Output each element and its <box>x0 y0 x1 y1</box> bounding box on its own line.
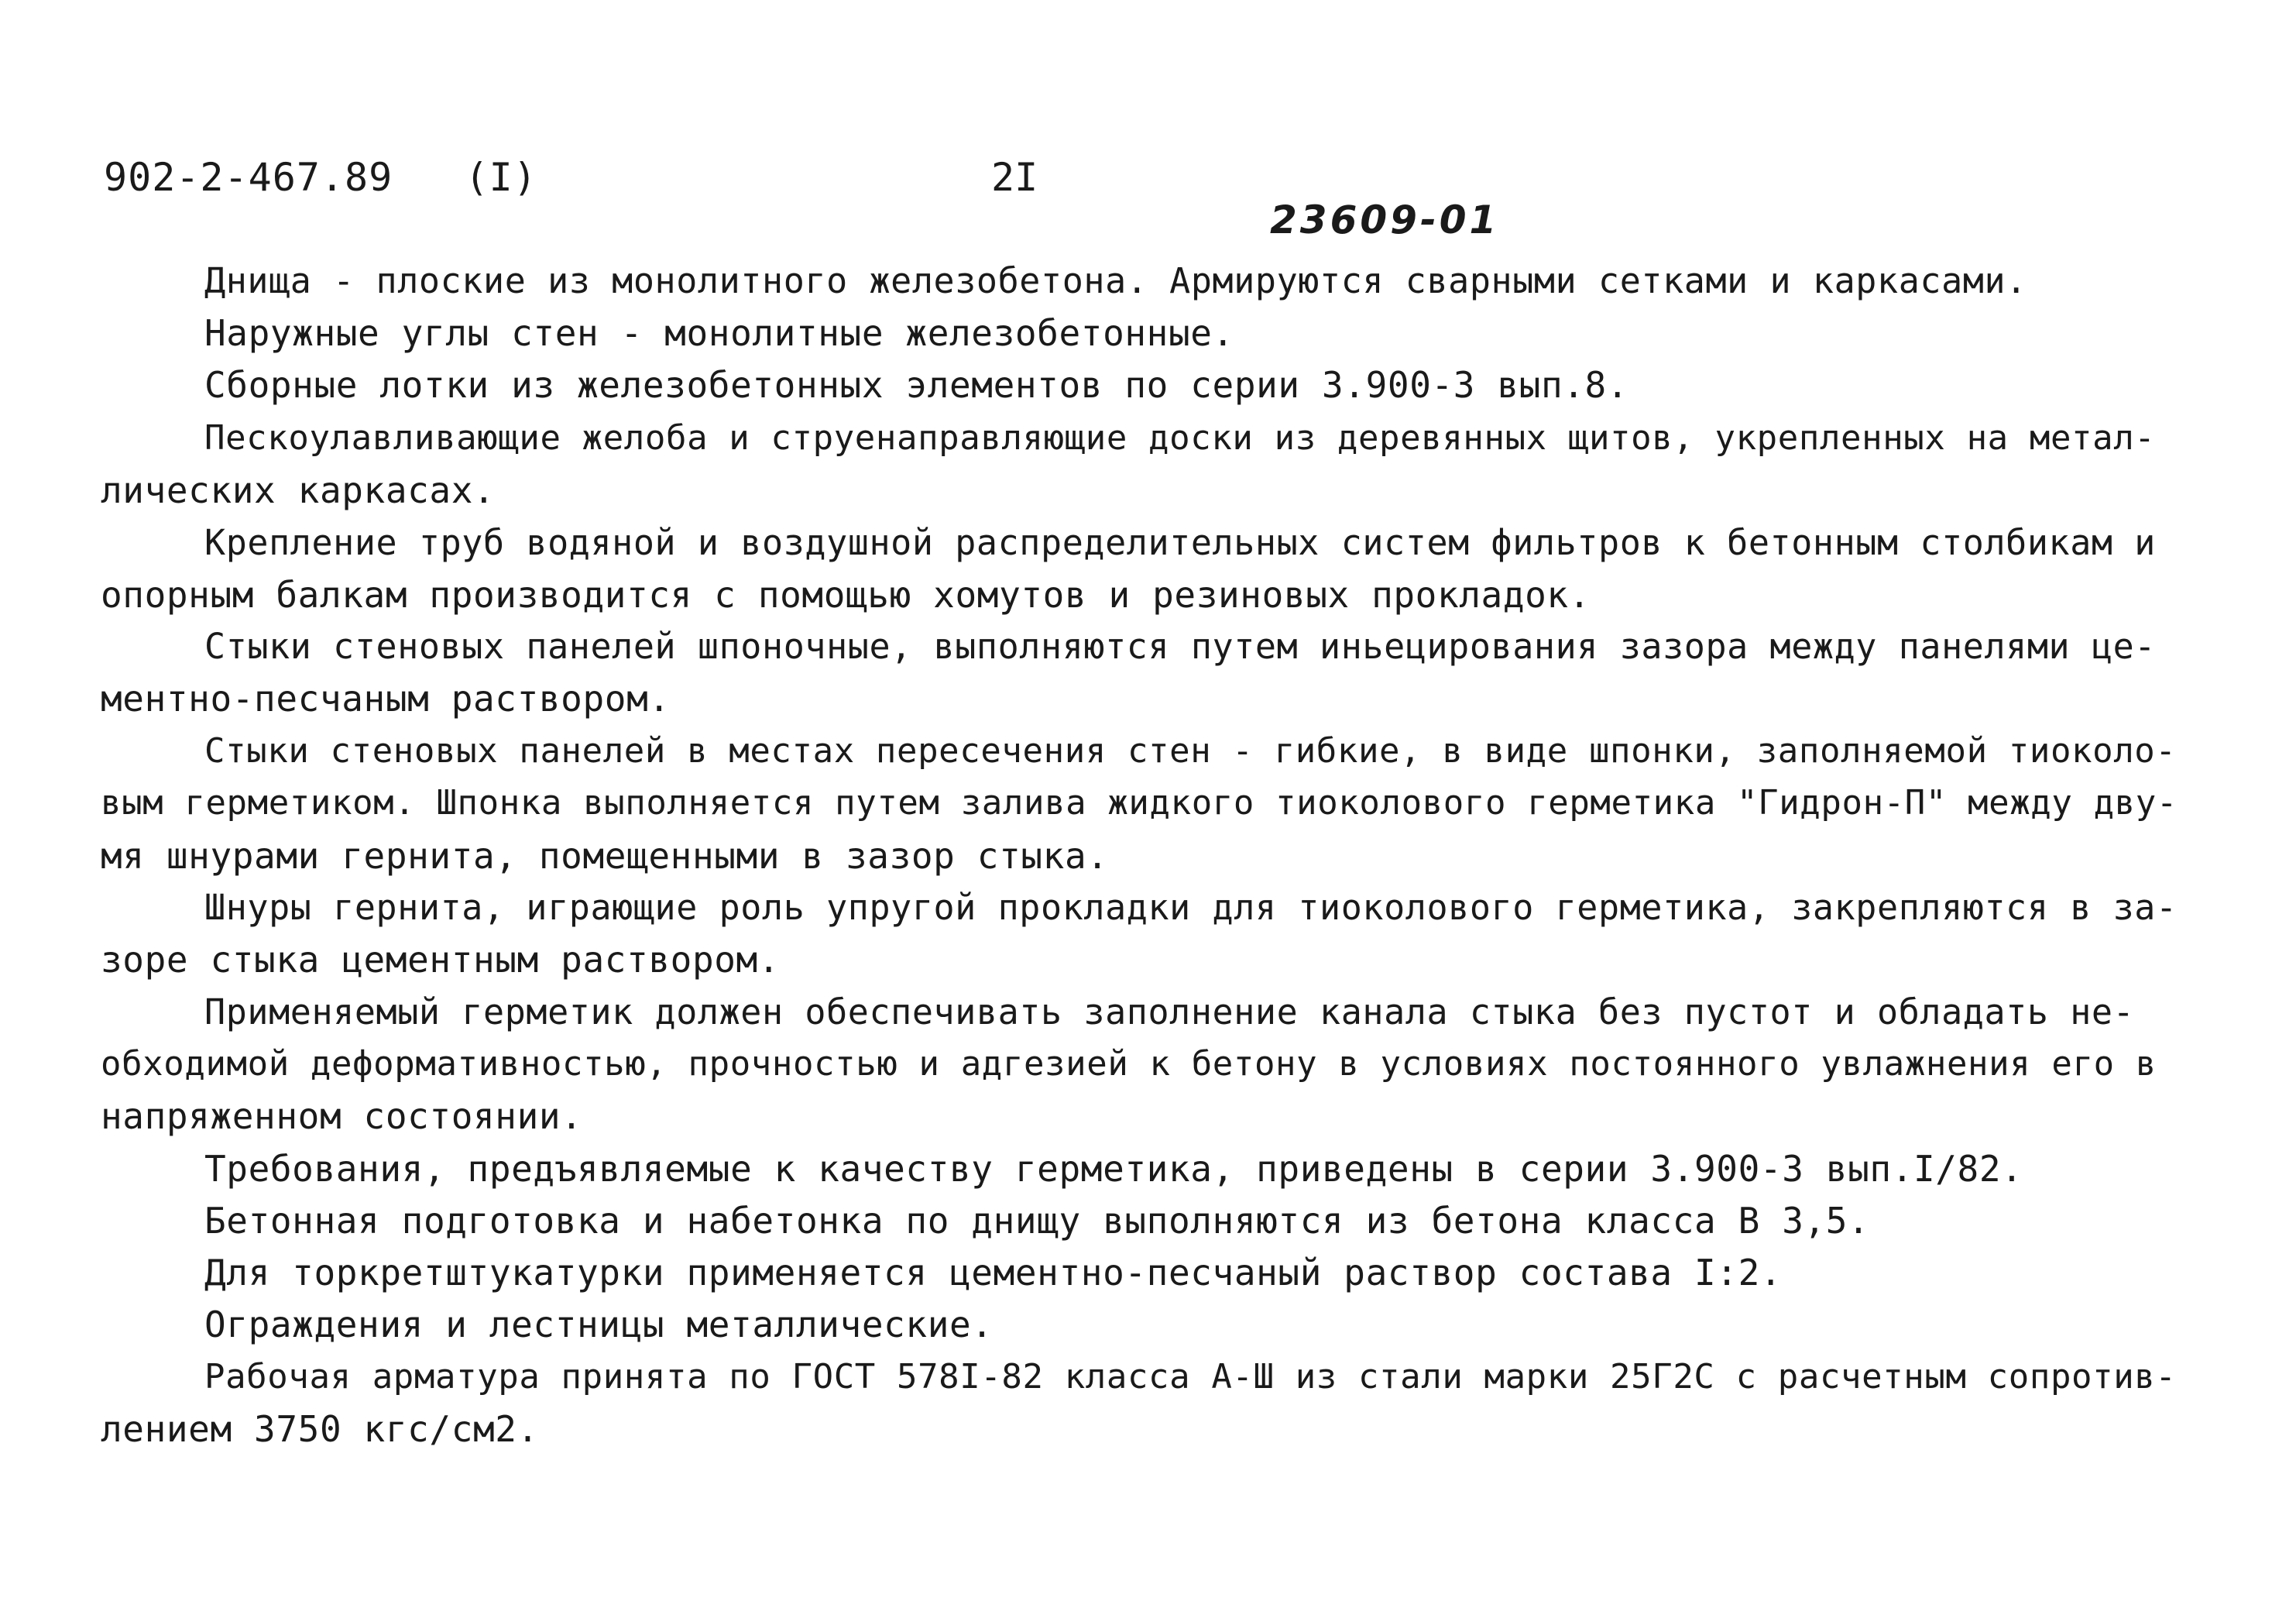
text-line: Шнуры гернита, играющие роль упругой прокладки для тиоколового герметика, закрепляются в за- <box>204 887 2178 928</box>
document-code: 902-2-467.89 (I) <box>104 155 537 200</box>
text-line: опорным балкам производится с помощью хомутов и резиновых прокладок. <box>101 574 1591 616</box>
text-line: Крепление труб водяной и воздушной распределительных систем фильтров к бетонным столбикам и <box>204 522 2156 563</box>
handwritten-number: 23609-01 <box>1270 198 1500 242</box>
text-line: Требования, предъявляемые к качеству герметика, приведены в серии 3.900-3 вып.I/82. <box>204 1148 2023 1190</box>
text-line: мя шнурами гернита, помещенными в зазор стыка. <box>101 835 1109 877</box>
text-line: Рабочая арматура принята по ГОСТ 578I-82 класса А-Ш из стали марки 25Г2С с расчетным сопротив- <box>204 1357 2177 1397</box>
text-line: Сборные лотки из железобетонных элементов по серии 3.900-3 вып.8. <box>204 364 1629 406</box>
text-line: лических каркасах. <box>101 469 496 511</box>
text-line: Бетонная подготовка и набетонка по днищу выполняются из бетона класса В 3,5. <box>204 1200 1870 1242</box>
text-line: Применяемый герметик должен обеспечивать заполнение канала стыка без пустот и обладать не- <box>204 991 2135 1032</box>
text-line: вым герметиком. Шпонка выполняется путем залива жидкого тиоколового герметика "Гидрон-П" между дву- <box>101 783 2178 823</box>
text-line: Для торкретштукатурки применяется цементно-песчаный раствор состава I:2. <box>204 1252 1783 1294</box>
text-line: напряженном состоянии. <box>101 1095 583 1137</box>
text-line: Стыки стеновых панелей шпоночные, выполняются путем иньецирования зазора между панелями це- <box>204 626 2156 667</box>
text-line: Ограждения и лестницы металлические. <box>204 1304 994 1345</box>
text-line: ментно-песчаным раствором. <box>101 678 671 720</box>
text-line: зоре стыка цементным раствором. <box>101 939 781 981</box>
text-line: Пескоулавливающие желоба и струенаправляющие доски из деревянных щитов, укрепленных на метал- <box>204 418 2156 458</box>
text-line: Стыки стеновых панелей в местах пересечения стен - гибкие, в виде шпонки, заполняемой тиоколо- <box>204 731 2177 771</box>
text-line: Наружные углы стен - монолитные железобетонные. <box>204 312 1234 354</box>
text-line: обходимой деформативностью, прочностью и адгезией к бетону в условиях постоянного увлажнения его в <box>101 1044 2157 1084</box>
text-line: лением 3750 кгс/см2. <box>101 1408 539 1450</box>
page-number: 2I <box>991 155 1038 200</box>
text-line: Днища - плоские из монолитного железобетона. Армируются сварными сетками и каркасами. <box>204 260 2027 301</box>
